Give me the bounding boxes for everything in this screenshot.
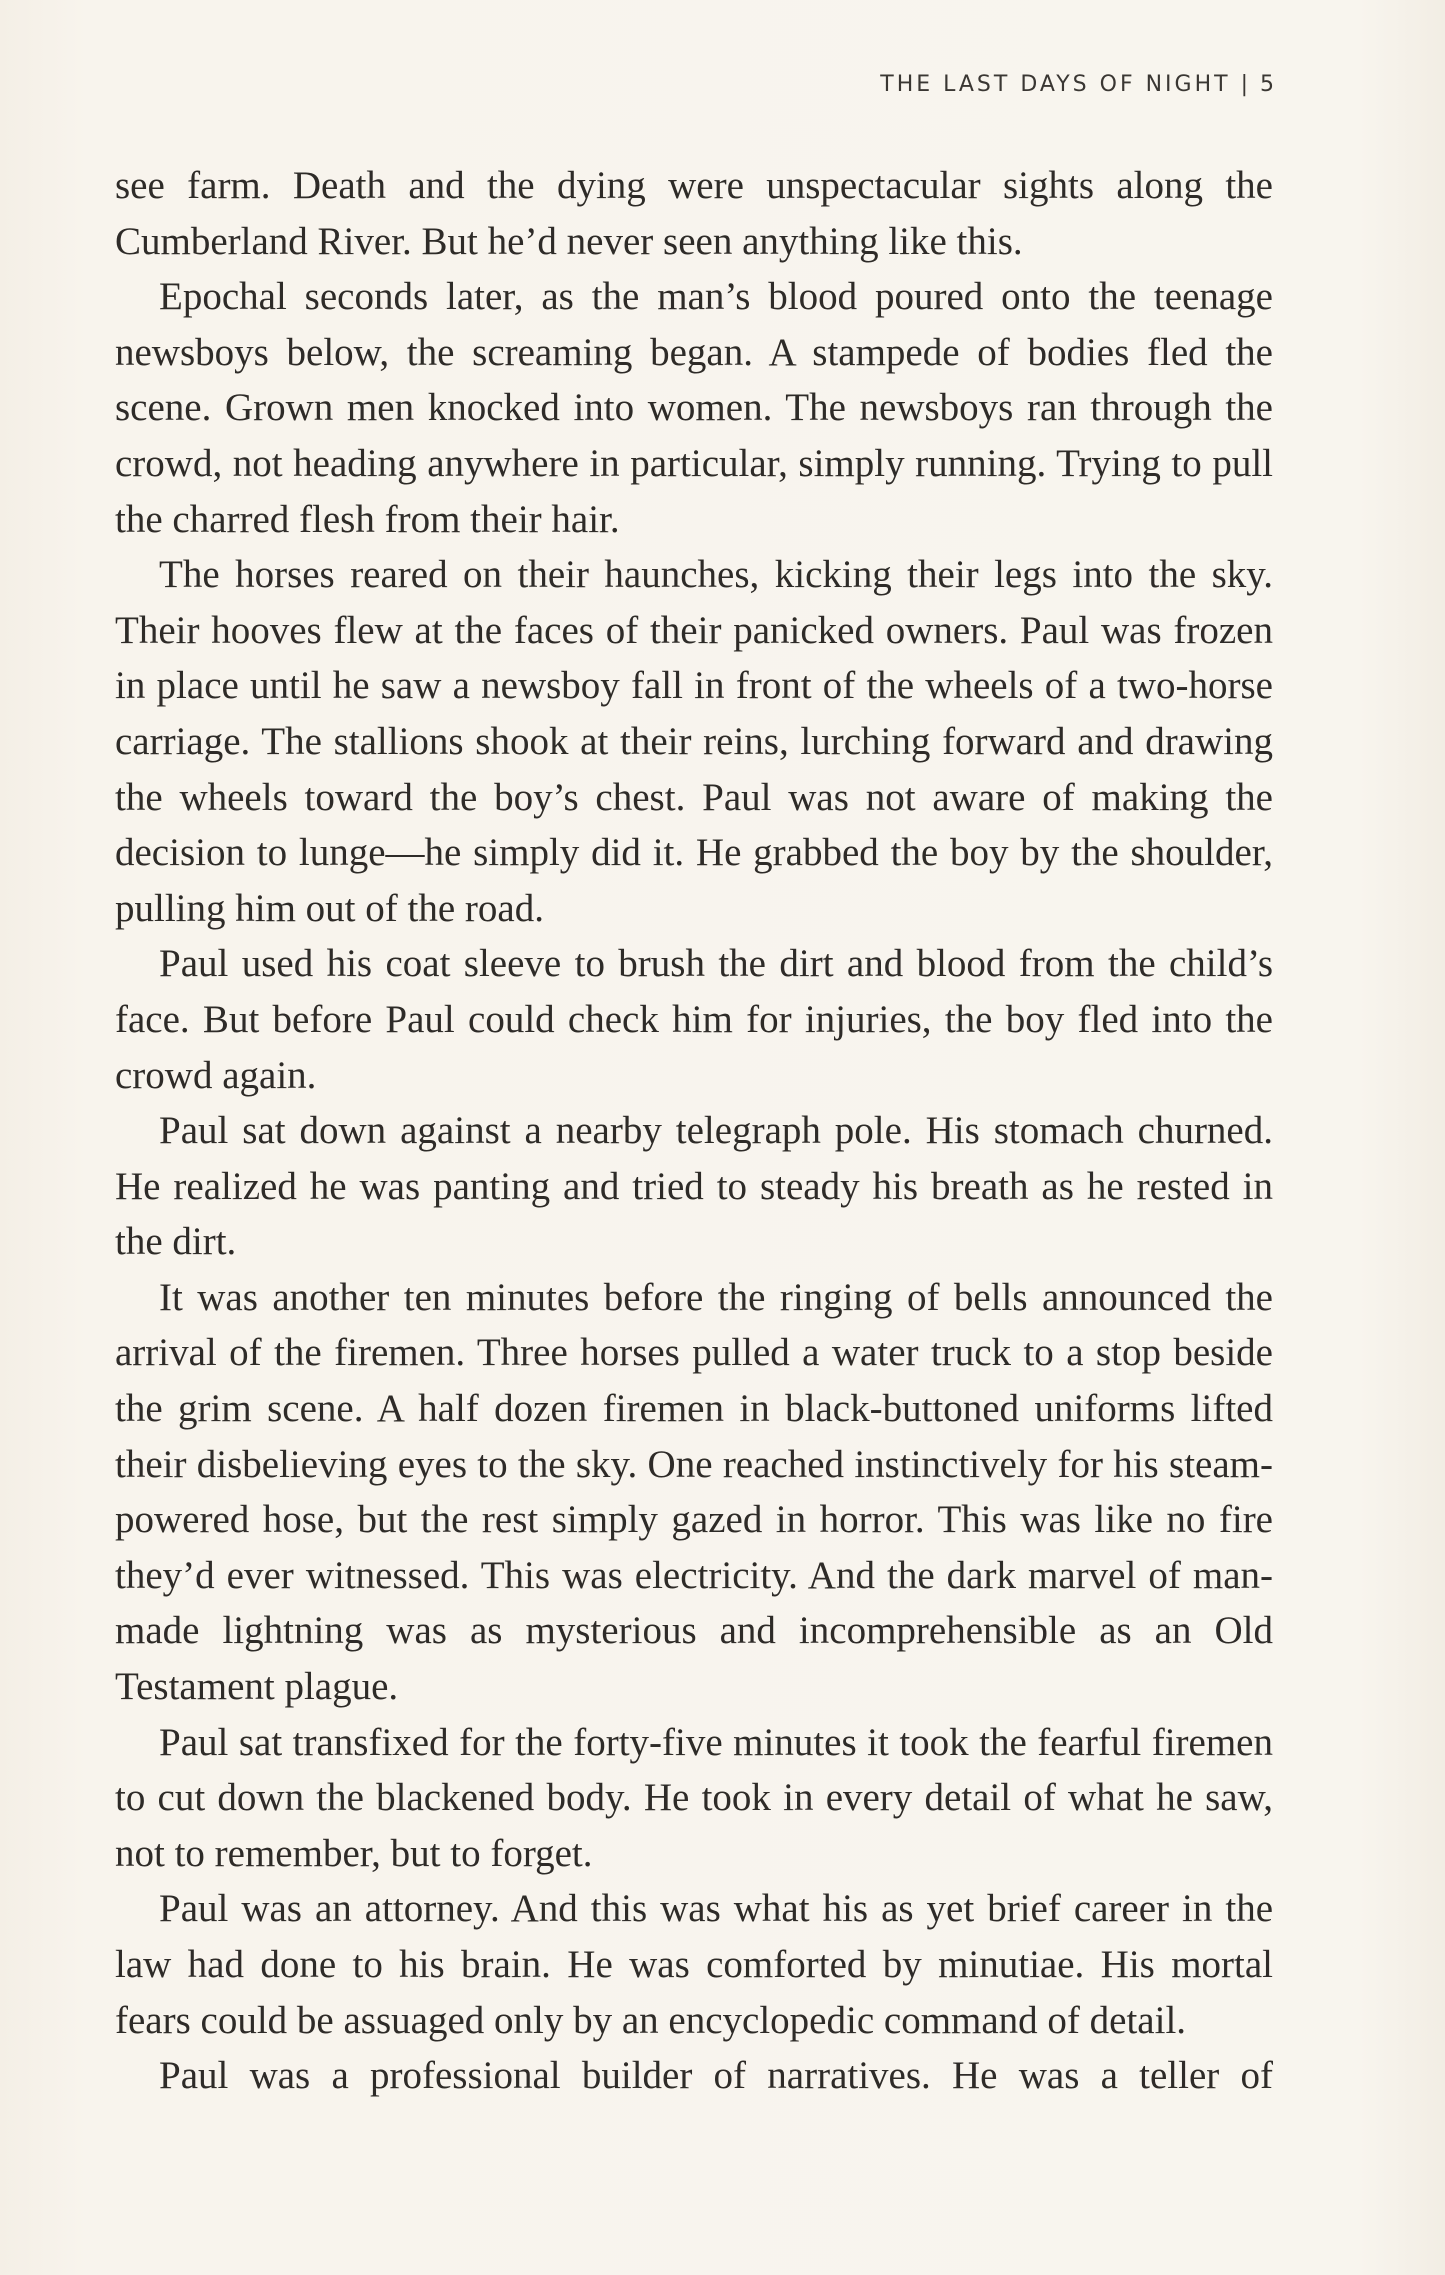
paragraph: Paul sat transfixed for the forty-five minutes it took the fearful firemen to cut down the blackened body. He took in every detail of what he saw, not to remember, but to forget. xyxy=(115,1720,1273,1875)
paragraph: Paul was an attorney. And this was what his as yet brief career in the law had done to his brain. He was comforted by minutiae. His mortal fears could be assuaged only by an encyclopedic command of detail. xyxy=(115,1887,1273,2042)
running-head-title: THE LAST DAYS OF NIGHT xyxy=(880,72,1231,97)
paragraph: It was another ten minutes before the ringing of bells announced the arrival of the firemen. Three horses pulled a water truck to a stop beside the grim scene. A half dozen firemen in black-buttoned uniforms lifted their disbelieving eyes to the sky. One reached instinctively for his steam-powered hose, but the rest simply gazed in horror. This was like no fire they’d ever witnessed. This was electricity. And the dark marvel of man-made lightning was as mysterious and incomprehensible as an Old Testament plague. xyxy=(115,1275,1273,1709)
running-head xyxy=(880,72,1275,97)
page-number: 5 xyxy=(1260,72,1275,97)
paragraph: Paul was a professional builder of narratives. He was a teller of xyxy=(159,2054,1273,2098)
paragraph: see farm. Death and the dying were unspectacular sights along the Cumberland River. But he’d never seen anything like this. xyxy=(115,164,1273,263)
paragraph: Epochal seconds later, as the man’s blood poured onto the teenage newsboys below, the screaming began. A stampede of bodies fled the scene. Grown men knocked into women. The newsboys ran through the crowd, not heading anywhere in particular, simply running. Trying to pull the charred flesh from their hair. xyxy=(115,275,1273,541)
running-head-separator: | xyxy=(1240,72,1248,97)
paragraph: The horses reared on their haunches, kicking their legs into the sky. Their hooves flew at the faces of their panicked owners. Paul was frozen in place until he saw a newsboy fall in front of the wheels of a two-horse carriage. The stallions shook at their reins, lurching forward and drawing the wheels toward the boy’s chest. Paul was not aware of making the decision to lunge—he simply did it. He grabbed the boy by the shoulder, pulling him out of the road. xyxy=(115,553,1273,930)
paragraph: Paul sat down against a nearby telegraph pole. His stomach churned. He realized he was panting and tried to steady his breath as he rested in the dirt. xyxy=(115,1109,1273,1264)
body-text xyxy=(115,158,1273,2104)
paragraph: Paul used his coat sleeve to brush the dirt and blood from the child’s face. But before Paul could check him for injuries, the boy fled into the crowd again. xyxy=(115,942,1273,1097)
